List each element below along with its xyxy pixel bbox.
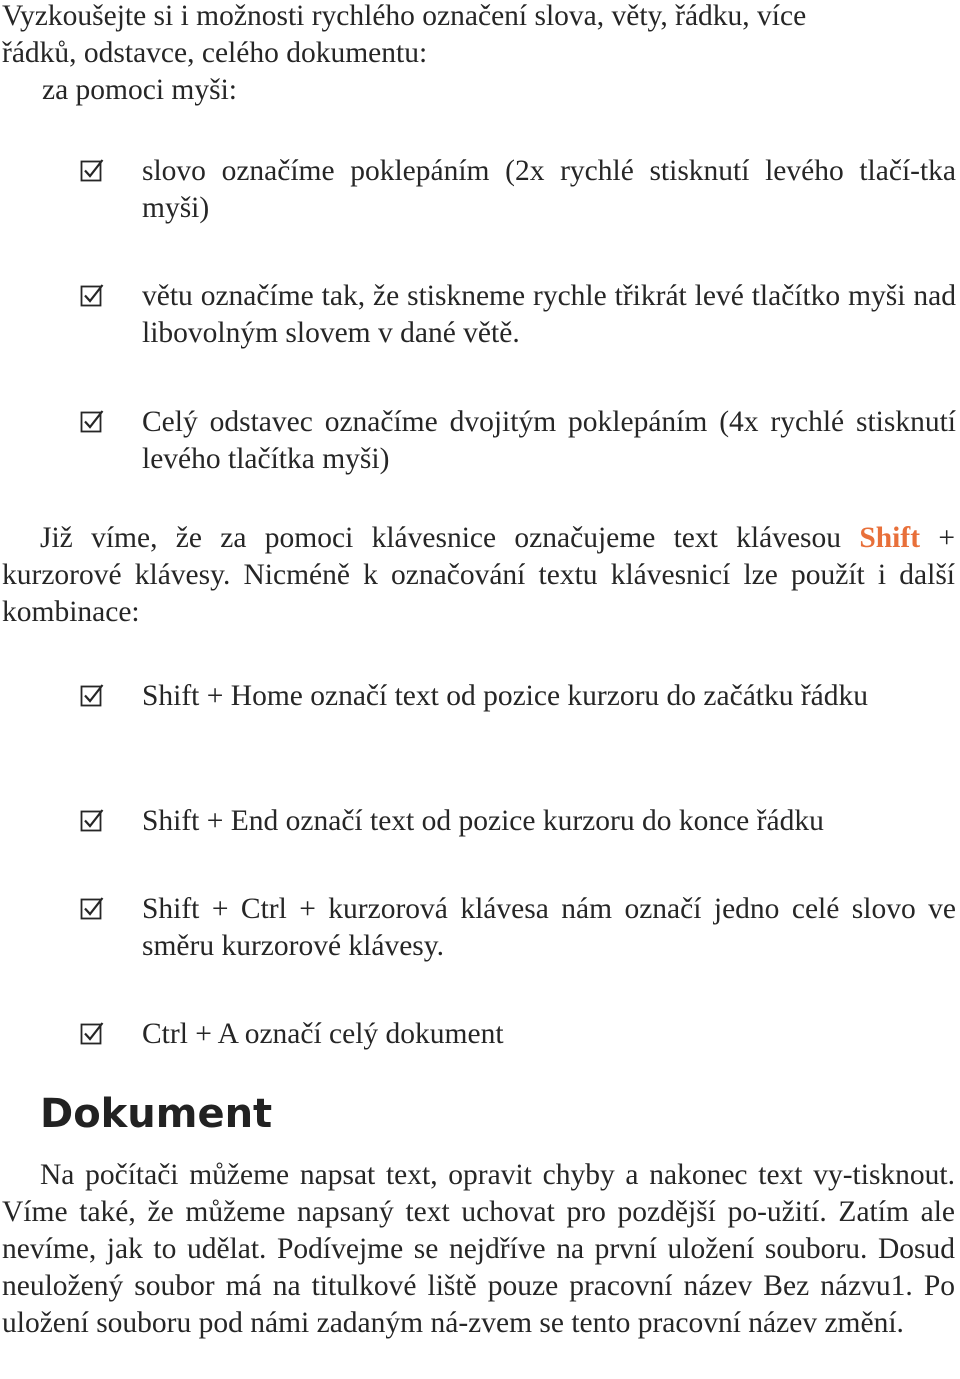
mouse-item-paragraph [80,404,956,478]
section-heading: Dokument [40,1091,273,1137]
checkbox-checked-icon [80,153,142,190]
checkbox-checked-icon [80,1016,142,1053]
keyboard-item-ctrl-arrow [80,891,956,965]
keyboard-text-after: + kurzorové klávesy. Nicméně k označování textu klávesnicí lze použít i další kombinace: [2,522,955,628]
intro-line-3: za pomoci myši: [42,74,237,106]
mouse-item-text: Celý odstavec označíme dvojitým poklepáním (4x rychlé stisknutí levého tlačítka myši) [142,406,956,475]
intro-line-1: Vyzkoušejte si i možnosti rychlého označení slova, věty, řádku, více [2,0,807,32]
mouse-item-text: větu označíme tak, že stiskneme rychle třikrát levé tlačítko myši nad libovolným slovem v dané větě. [142,280,956,349]
checkbox-checked-icon [80,404,142,441]
mouse-item-word [80,153,956,227]
mouse-item-sentence [80,278,956,352]
keyboard-item-text: Ctrl + A označí celý dokument [142,1018,504,1050]
document-paragraph: Na počítači můžeme napsat text, opravit chyby a nakonec text vy-tisknout. Víme také, že můžeme napsaný text uchovat pro pozdější po-užití. Zatím ale nevíme, jak to udělat. Podívejme se nejdříve na první uložení souboru. Dosud neuložený soubor má na titulkové liště pouze pracovní název Bez názvu1. Po uložení souboru pod námi zadaným ná-zvem se tento pracovní název změní. [2,1159,955,1339]
keyboard-text-before: Již víme, že za pomoci klávesnice označujeme text klávesou [40,522,860,554]
keyboard-item-text: Shift + Home označí text od pozice kurzoru do začátku řádku [142,680,869,712]
keyboard-item-text: Shift + End označí text od pozice kurzoru do konce řádku [142,805,824,837]
keyboard-item-end [80,803,956,840]
keyboard-item-home [80,678,956,715]
checkbox-checked-icon [80,678,142,715]
keyboard-paragraph [2,520,955,631]
keyboard-item-select-all [80,1016,956,1053]
intro-line-2: řádků, odstavce, celého dokumentu: [2,37,428,69]
checkbox-checked-icon [80,278,142,315]
checkbox-checked-icon [80,803,142,840]
intro-paragraph [2,0,955,109]
shift-key-highlight: Shift [859,522,921,554]
checkbox-checked-icon [80,891,142,928]
mouse-item-text: slovo označíme poklepáním (2x rychlé stisknutí levého tlačí-tka myši) [142,155,956,224]
keyboard-item-text: Shift + Ctrl + kurzorová klávesa nám označí jedno celé slovo ve směru kurzorové klávesy. [142,893,956,962]
